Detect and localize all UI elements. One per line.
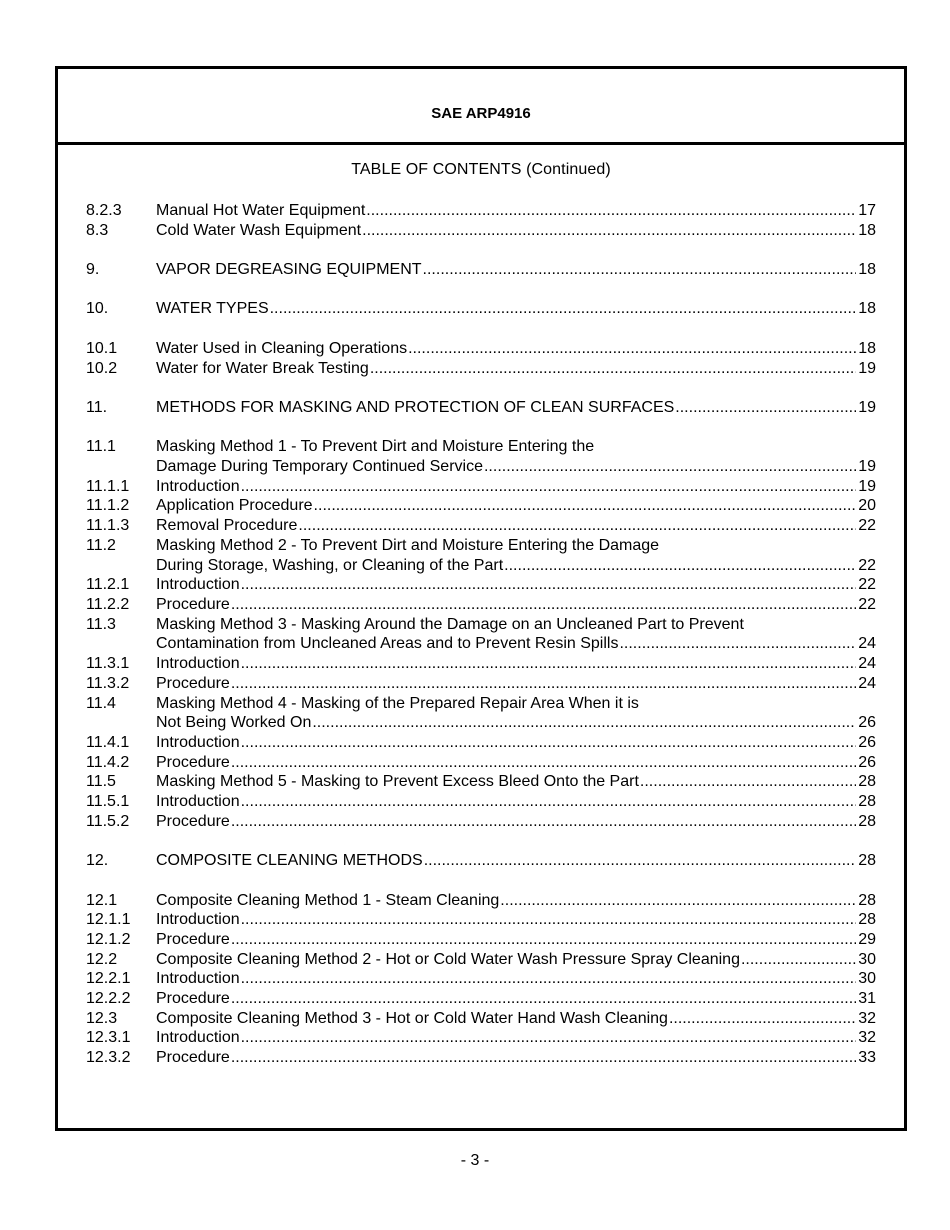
toc-entry-body bbox=[156, 556, 876, 576]
toc-entry[interactable] bbox=[86, 398, 876, 418]
toc-entry-title: Procedure bbox=[156, 990, 230, 1008]
toc-entry-body bbox=[156, 792, 876, 812]
toc-dot-leader bbox=[240, 910, 857, 930]
toc-dot-leader bbox=[240, 654, 857, 674]
toc-list bbox=[58, 201, 904, 1068]
toc-entry[interactable] bbox=[86, 851, 876, 871]
toc-entry-title: Introduction bbox=[156, 793, 240, 811]
toc-entry-number: 11.1.3 bbox=[86, 517, 130, 535]
toc-dot-leader bbox=[674, 398, 856, 418]
toc-entry[interactable] bbox=[86, 753, 876, 773]
toc-entry-body bbox=[156, 615, 876, 635]
toc-dot-leader bbox=[240, 1028, 857, 1048]
toc-entry[interactable] bbox=[86, 221, 876, 241]
toc-entry-title: Introduction bbox=[156, 733, 240, 751]
toc-entry-body bbox=[156, 339, 876, 359]
toc-entry-body bbox=[156, 575, 876, 595]
toc-entry-number: 12.2.1 bbox=[86, 970, 131, 988]
toc-dot-leader bbox=[365, 201, 856, 221]
toc-entry-title: Cold Water Wash Equipment bbox=[156, 221, 362, 239]
toc-entry-page: 20 bbox=[858, 497, 876, 515]
toc-entry-body bbox=[156, 812, 876, 832]
toc-entry-body bbox=[156, 516, 876, 536]
toc-entry-number: 11.3 bbox=[86, 615, 116, 633]
toc-entry-body bbox=[156, 201, 876, 221]
toc-entry-number: 11.1.1 bbox=[86, 477, 130, 495]
toc-entry-number: 11.3.2 bbox=[86, 674, 130, 692]
toc-entry[interactable] bbox=[86, 1048, 876, 1068]
toc-entry-number bbox=[86, 457, 156, 477]
toc-entry[interactable] bbox=[86, 201, 876, 221]
toc-entry-number bbox=[86, 634, 156, 654]
toc-entry-number: 11.3.1 bbox=[86, 655, 130, 673]
toc-entry-title: During Storage, Washing, or Cleaning of the Part bbox=[156, 556, 504, 574]
toc-entry[interactable] bbox=[86, 457, 876, 477]
toc-entry-title: Application Procedure bbox=[156, 497, 313, 515]
toc-entry-page: 28 bbox=[858, 793, 876, 811]
toc-entry[interactable] bbox=[86, 556, 876, 576]
toc-entry[interactable] bbox=[86, 654, 876, 674]
toc-dot-leader bbox=[407, 339, 856, 359]
toc-entry-number: 10.1 bbox=[86, 339, 118, 357]
toc-entry[interactable] bbox=[86, 792, 876, 812]
toc-dot-leader bbox=[230, 1048, 856, 1068]
toc-entry-title: Masking Method 5 - Masking to Prevent Excess Bleed Onto the Part bbox=[156, 773, 639, 791]
toc-entry-page: 24 bbox=[858, 655, 876, 673]
document-title: SAE ARP4916 bbox=[431, 105, 531, 122]
toc-entry-body bbox=[156, 477, 876, 497]
toc-dot-leader bbox=[240, 733, 857, 753]
toc-entry-page: 29 bbox=[858, 930, 876, 948]
toc-entry-body bbox=[156, 851, 876, 871]
toc-entry-page: 22 bbox=[858, 576, 876, 594]
toc-entry-number: 11.1.2 bbox=[86, 497, 130, 515]
toc-entry-body bbox=[156, 595, 876, 615]
toc-entry-number: 11.2 bbox=[86, 536, 116, 554]
toc-dot-leader bbox=[240, 477, 857, 497]
toc-entry-page: 32 bbox=[858, 1029, 876, 1047]
toc-dot-leader bbox=[269, 299, 857, 319]
toc-entry-body bbox=[156, 221, 876, 241]
toc-entry-number: 11.5 bbox=[86, 773, 116, 791]
toc-entry-page: 28 bbox=[858, 852, 876, 870]
toc-entry-number: 11.2.1 bbox=[86, 576, 130, 594]
toc-entry[interactable] bbox=[86, 910, 876, 930]
toc-dot-leader bbox=[361, 221, 856, 241]
toc-entry-body bbox=[156, 536, 876, 556]
toc-entry-page: 28 bbox=[858, 812, 876, 830]
toc-entry-number: 8.3 bbox=[86, 221, 109, 239]
toc-dot-leader bbox=[230, 674, 856, 694]
toc-heading: TABLE OF CONTENTS (Continued) bbox=[351, 161, 611, 178]
toc-entry-number: 12.2.2 bbox=[86, 990, 131, 1008]
toc-entry[interactable] bbox=[86, 989, 876, 1009]
document-frame bbox=[55, 66, 907, 1131]
toc-entry-title: Introduction bbox=[156, 576, 240, 594]
toc-entry[interactable] bbox=[86, 615, 876, 635]
toc-entry-title: Introduction bbox=[156, 655, 240, 673]
toc-entry-title: Introduction bbox=[156, 477, 240, 495]
toc-entry-title: Removal Procedure bbox=[156, 517, 298, 535]
toc-entry-number: 11.2.2 bbox=[86, 595, 130, 613]
toc-entry-title: Procedure bbox=[156, 595, 230, 613]
toc-entry-page: 26 bbox=[858, 714, 876, 732]
toc-entry-body bbox=[156, 299, 876, 319]
toc-entry-number: 10.2 bbox=[86, 359, 118, 377]
toc-entry-number: 12.1.2 bbox=[86, 930, 131, 948]
toc-entry-body bbox=[156, 950, 876, 970]
toc-entry[interactable] bbox=[86, 536, 876, 556]
toc-entry-title: Procedure bbox=[156, 812, 230, 830]
toc-entry-number: 8.2.3 bbox=[86, 202, 122, 219]
toc-entry-number: 12.3.2 bbox=[86, 1049, 131, 1067]
toc-dot-leader bbox=[618, 634, 856, 654]
toc-entry-title: Damage During Temporary Continued Service bbox=[156, 458, 483, 476]
toc-entry-page: 28 bbox=[858, 911, 876, 929]
toc-entry-title: Procedure bbox=[156, 1049, 230, 1067]
toc-entry-number bbox=[86, 713, 156, 733]
toc-entry-number: 12.2 bbox=[86, 950, 118, 968]
toc-dot-leader bbox=[483, 457, 856, 477]
toc-dot-leader bbox=[230, 753, 856, 773]
toc-entry-body bbox=[156, 772, 876, 792]
toc-entry-page: 19 bbox=[858, 398, 876, 416]
toc-entry-number: 11. bbox=[86, 398, 108, 416]
toc-dot-leader bbox=[668, 1009, 856, 1029]
toc-entry-body bbox=[156, 930, 876, 950]
toc-entry-title: Composite Cleaning Method 1 - Steam Cleaning bbox=[156, 891, 500, 909]
toc-entry-page: 28 bbox=[858, 891, 876, 909]
toc-entry[interactable] bbox=[86, 496, 876, 516]
toc-entry-title: Introduction bbox=[156, 911, 240, 929]
toc-entry[interactable] bbox=[86, 891, 876, 911]
toc-entry-body bbox=[156, 1048, 876, 1068]
toc-entry-page: 26 bbox=[858, 753, 876, 771]
toc-entry-page: 33 bbox=[858, 1049, 876, 1067]
toc-entry[interactable] bbox=[86, 733, 876, 753]
toc-dot-leader bbox=[230, 595, 856, 615]
toc-entry-number: 11.4.1 bbox=[86, 733, 130, 751]
document-header bbox=[58, 69, 904, 145]
toc-entry-body bbox=[156, 733, 876, 753]
toc-entry-body bbox=[156, 260, 876, 280]
toc-entry-page: 22 bbox=[858, 556, 876, 574]
toc-entry-body bbox=[156, 713, 876, 733]
toc-entry-number: 11.5.2 bbox=[86, 812, 130, 830]
toc-entry[interactable] bbox=[86, 674, 876, 694]
toc-entry-body bbox=[156, 654, 876, 674]
toc-entry-title: Procedure bbox=[156, 753, 230, 771]
toc-entry[interactable] bbox=[86, 694, 876, 714]
toc-entry-title: Masking Method 3 - Masking Around the Damage on an Uncleaned Part to Prevent bbox=[156, 615, 744, 633]
toc-entry-page: 24 bbox=[858, 674, 876, 692]
toc-entry-body bbox=[156, 1009, 876, 1029]
toc-entry[interactable] bbox=[86, 260, 876, 280]
toc-dot-leader bbox=[740, 950, 856, 970]
toc-entry-title: VAPOR DEGREASING EQUIPMENT bbox=[156, 261, 422, 279]
toc-entry-number: 12.3 bbox=[86, 1009, 118, 1027]
toc-entry-title: Procedure bbox=[156, 930, 230, 948]
toc-entry-body bbox=[156, 989, 876, 1009]
toc-entry-page: 30 bbox=[858, 970, 876, 988]
toc-entry-body bbox=[156, 674, 876, 694]
toc-entry-title: Water for Water Break Testing bbox=[156, 359, 369, 377]
toc-entry-body bbox=[156, 1028, 876, 1048]
toc-entry-number: 10. bbox=[86, 300, 109, 318]
toc-entry-title: Introduction bbox=[156, 970, 240, 988]
toc-entry[interactable] bbox=[86, 969, 876, 989]
toc-entry[interactable] bbox=[86, 950, 876, 970]
toc-dot-leader bbox=[240, 969, 857, 989]
toc-entry-page: 19 bbox=[858, 359, 876, 377]
toc-dot-leader bbox=[240, 575, 857, 595]
toc-dot-leader bbox=[639, 772, 856, 792]
toc-entry-number: 12.1 bbox=[86, 891, 118, 909]
toc-dot-leader bbox=[230, 989, 856, 1009]
toc-entry-page: 19 bbox=[858, 477, 876, 495]
toc-dot-leader bbox=[313, 496, 857, 516]
toc-entry[interactable] bbox=[86, 477, 876, 497]
toc-entry[interactable] bbox=[86, 595, 876, 615]
toc-dot-leader bbox=[311, 713, 856, 733]
toc-entry-body bbox=[156, 634, 876, 654]
toc-entry-body bbox=[156, 437, 876, 457]
toc-dot-leader bbox=[423, 851, 857, 871]
toc-entry-number: 11.4.2 bbox=[86, 753, 130, 771]
toc-entry-page: 22 bbox=[858, 595, 876, 613]
toc-entry-body bbox=[156, 891, 876, 911]
toc-entry-page: 26 bbox=[858, 733, 876, 751]
toc-entry-title: Masking Method 4 - Masking of the Prepared Repair Area When it is bbox=[156, 694, 639, 712]
toc-entry-page: 18 bbox=[858, 261, 876, 279]
toc-entry[interactable] bbox=[86, 516, 876, 536]
toc-entry[interactable] bbox=[86, 299, 876, 319]
toc-entry[interactable] bbox=[86, 339, 876, 359]
toc-entry-title: Water Used in Cleaning Operations bbox=[156, 339, 408, 357]
toc-entry-page: 19 bbox=[858, 458, 876, 476]
toc-entry[interactable] bbox=[86, 1009, 876, 1029]
toc-entry-page: 24 bbox=[858, 635, 876, 653]
toc-entry-page: 18 bbox=[858, 300, 876, 318]
toc-dot-leader bbox=[369, 359, 856, 379]
toc-entry[interactable] bbox=[86, 634, 876, 654]
toc-entry-number: 12. bbox=[86, 852, 109, 870]
toc-dot-leader bbox=[240, 792, 857, 812]
toc-entry-title: Masking Method 1 - To Prevent Dirt and Moisture Entering the bbox=[156, 438, 595, 456]
toc-entry-title: Not Being Worked On bbox=[156, 714, 312, 732]
toc-entry-body bbox=[156, 359, 876, 379]
toc-entry-title: WATER TYPES bbox=[156, 300, 269, 318]
toc-entry-number: 12.3.1 bbox=[86, 1029, 131, 1047]
toc-entry-title: Composite Cleaning Method 3 - Hot or Cold Water Hand Wash Cleaning bbox=[156, 1009, 668, 1027]
toc-entry-body bbox=[156, 910, 876, 930]
toc-entry-page: 28 bbox=[858, 773, 876, 791]
toc-entry-title: Introduction bbox=[156, 1029, 240, 1047]
toc-entry-title: Composite Cleaning Method 2 - Hot or Cold Water Wash Pressure Spray Cleaning bbox=[156, 950, 740, 968]
toc-entry[interactable] bbox=[86, 359, 876, 379]
toc-dot-leader bbox=[499, 891, 856, 911]
toc-entry-title: Procedure bbox=[156, 674, 230, 692]
toc-entry-page: 22 bbox=[858, 517, 876, 535]
toc-entry-body bbox=[156, 969, 876, 989]
toc-entry[interactable] bbox=[86, 713, 876, 733]
toc-entry-title: COMPOSITE CLEANING METHODS bbox=[156, 852, 423, 870]
toc-entry[interactable] bbox=[86, 437, 876, 457]
toc-entry[interactable] bbox=[86, 930, 876, 950]
toc-entry-number: 11.5.1 bbox=[86, 793, 130, 811]
toc-entry[interactable] bbox=[86, 812, 876, 832]
toc-entry[interactable] bbox=[86, 1028, 876, 1048]
toc-entry-title: METHODS FOR MASKING AND PROTECTION OF CLEAN SURFACES bbox=[156, 398, 675, 416]
toc-entry-number bbox=[86, 556, 156, 576]
toc-entry-page: 30 bbox=[858, 950, 876, 968]
toc-entry-page: 17 bbox=[858, 202, 876, 219]
toc-entry[interactable] bbox=[86, 772, 876, 792]
toc-entry-number: 12.1.1 bbox=[86, 911, 131, 929]
toc-entry[interactable] bbox=[86, 575, 876, 595]
toc-entry-number: 9. bbox=[86, 261, 100, 279]
toc-dot-leader bbox=[297, 516, 856, 536]
toc-entry-page: 18 bbox=[858, 221, 876, 239]
toc-entry-title: Contamination from Uncleaned Areas and to Prevent Resin Spills bbox=[156, 635, 619, 653]
toc-entry-body bbox=[156, 457, 876, 477]
toc-dot-leader bbox=[503, 556, 856, 576]
toc-entry-body bbox=[156, 496, 876, 516]
toc-entry-body bbox=[156, 398, 876, 418]
page-number: - 3 - bbox=[460, 1152, 490, 1169]
toc-entry-title: Masking Method 2 - To Prevent Dirt and Moisture Entering the Damage bbox=[156, 536, 660, 554]
toc-entry-body bbox=[156, 694, 876, 714]
toc-entry-title: Manual Hot Water Equipment bbox=[156, 202, 366, 219]
toc-entry-page: 31 bbox=[858, 990, 876, 1008]
toc-dot-leader bbox=[230, 812, 856, 832]
toc-dot-leader bbox=[230, 930, 856, 950]
toc-entry-number: 11.1 bbox=[86, 438, 116, 456]
toc-dot-leader bbox=[422, 260, 857, 280]
toc-entry-page: 18 bbox=[858, 339, 876, 357]
toc-entry-number: 11.4 bbox=[86, 694, 116, 712]
toc-entry-body bbox=[156, 753, 876, 773]
toc-entry-page: 32 bbox=[858, 1009, 876, 1027]
